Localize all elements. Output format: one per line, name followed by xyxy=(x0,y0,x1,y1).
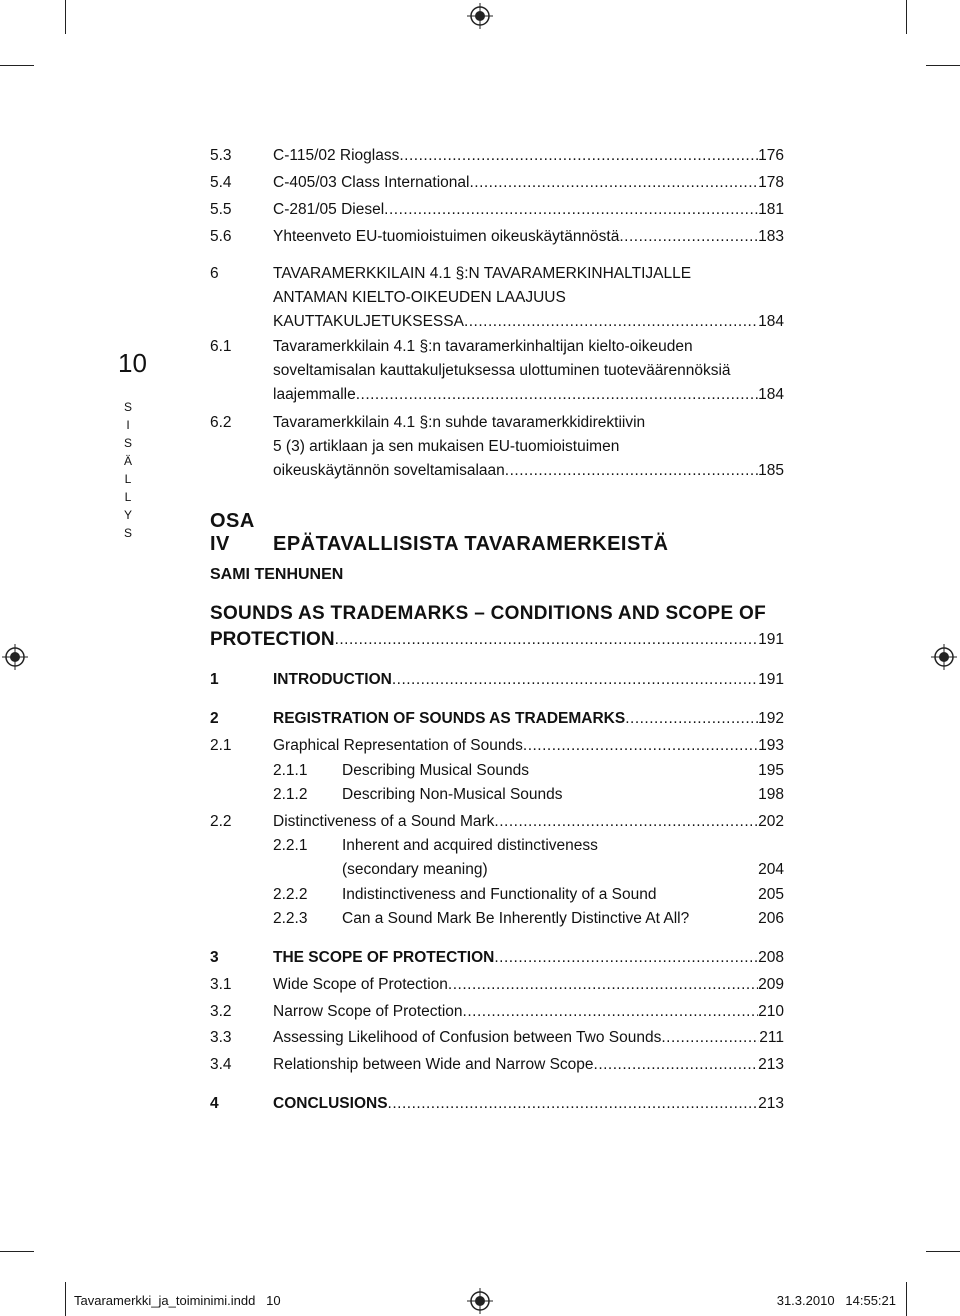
toc-title: Narrow Scope of Protection xyxy=(273,1003,463,1020)
toc-page: 191 xyxy=(758,631,784,648)
toc-entry-line xyxy=(210,459,784,483)
toc-title: Tavaramerkkilain 4.1 §:n tavaramerkinhaltijan kielto-oikeuden xyxy=(273,338,693,355)
leader-dots xyxy=(356,383,758,407)
toc-entry-line xyxy=(210,359,784,383)
leader-dots xyxy=(392,668,758,692)
leader-dots xyxy=(335,628,759,652)
toc-entry xyxy=(210,973,784,997)
crop-mark xyxy=(65,1282,66,1316)
toc-page: 204 xyxy=(758,861,784,878)
toc-number: 5.3 xyxy=(210,147,232,164)
leader-dots xyxy=(661,1026,759,1050)
toc-entry xyxy=(210,171,784,195)
leader-dots xyxy=(464,310,758,334)
toc-entry xyxy=(210,1026,784,1050)
toc-title: C-281/05 Diesel xyxy=(273,201,385,218)
toc-entry xyxy=(210,1092,784,1116)
toc-title: INTRODUCTION xyxy=(273,671,392,688)
toc-title: Wide Scope of Protection xyxy=(273,976,448,993)
leader-dots xyxy=(494,946,758,970)
registration-mark-icon xyxy=(467,3,493,29)
toc-number: 2.2.3 xyxy=(273,910,308,927)
leader-dots xyxy=(463,1000,759,1024)
crop-mark xyxy=(65,0,66,34)
toc-number: 2.1.2 xyxy=(273,786,308,803)
article-title-line2: PROTECTION xyxy=(210,629,335,650)
toc-page: 213 xyxy=(758,1056,784,1073)
toc-page: 183 xyxy=(758,228,784,245)
toc-page: 202 xyxy=(758,813,784,830)
toc-title: Describing Non-Musical Sounds xyxy=(342,786,563,803)
part-title: EPÄTAVALLISISTA TAVARAMERKEISTÄ xyxy=(273,533,669,555)
toc-page: 195 xyxy=(758,762,784,779)
crop-mark xyxy=(906,0,907,34)
toc-number: 1 xyxy=(210,671,219,688)
toc-entry xyxy=(210,734,784,758)
toc-title: Describing Musical Sounds xyxy=(342,762,529,779)
toc-number: 5.6 xyxy=(210,228,232,245)
toc-number: 2.2.1 xyxy=(273,837,308,854)
toc-page: 205 xyxy=(758,886,784,903)
toc-page: 191 xyxy=(758,671,784,688)
toc-page: 184 xyxy=(758,386,784,403)
toc-title: C-115/02 Rioglass xyxy=(273,147,400,164)
leader-dots xyxy=(523,734,758,758)
toc-title: Inherent and acquired distinctiveness xyxy=(342,837,598,854)
toc-number: 3 xyxy=(210,949,219,966)
toc-page: 181 xyxy=(758,201,784,218)
page-number: 10 xyxy=(118,348,147,378)
toc-title: REGISTRATION OF SOUNDS AS TRADEMARKS xyxy=(273,710,626,727)
article-title-row xyxy=(210,628,784,652)
toc-title: KAUTTAKULJETUKSESSA xyxy=(273,313,464,330)
toc-page: 193 xyxy=(758,737,784,754)
toc-entry xyxy=(210,411,784,435)
toc-entry-line xyxy=(210,383,784,407)
toc-entry xyxy=(210,198,784,222)
toc-title: ANTAMAN KIELTO-OIKEUDEN LAAJUUS xyxy=(273,289,566,306)
toc-page: 198 xyxy=(758,786,784,803)
crop-mark xyxy=(0,65,34,66)
toc-title: THE SCOPE OF PROTECTION xyxy=(273,949,495,966)
toc-number: 3.3 xyxy=(210,1029,232,1046)
toc-number: 2 xyxy=(210,710,219,727)
leader-dots xyxy=(594,1053,759,1077)
article-title-line1: SOUNDS AS TRADEMARKS – CONDITIONS AND SCOPE OF xyxy=(210,603,767,624)
toc-title: Can a Sound Mark Be Inherently Distinctive At All? xyxy=(342,910,690,927)
toc-title: oikeuskäytännön soveltamisalaan xyxy=(273,462,505,479)
toc-number: 3.2 xyxy=(210,1003,232,1020)
leader-dots xyxy=(625,707,758,731)
toc-title: CONCLUSIONS xyxy=(273,1095,388,1112)
toc-number: 6 xyxy=(210,265,219,282)
toc-number: 2.2.2 xyxy=(273,886,308,903)
toc-entry xyxy=(210,810,784,834)
footer-filename: Tavaramerkki_ja_toiminimi.indd 10 xyxy=(74,1293,281,1308)
toc-entry-line xyxy=(210,435,784,459)
toc-entry xyxy=(210,1000,784,1024)
toc-entry xyxy=(210,883,784,907)
toc-number: 3.4 xyxy=(210,1056,232,1073)
toc-number: 4 xyxy=(210,1095,219,1112)
toc-entry xyxy=(210,1053,784,1077)
section-label: SISÄLLYS xyxy=(121,400,135,544)
leader-dots xyxy=(448,973,758,997)
crop-mark xyxy=(906,1282,907,1316)
toc-number: 2.1.1 xyxy=(273,762,308,779)
toc-entry xyxy=(210,707,784,731)
toc-page: 211 xyxy=(759,1029,784,1046)
leader-dots xyxy=(494,810,758,834)
toc-page: 210 xyxy=(758,1003,784,1020)
leader-dots xyxy=(388,1092,759,1116)
registration-mark-icon xyxy=(2,644,28,670)
toc-title: Relationship between Wide and Narrow Scope xyxy=(273,1056,594,1073)
toc-chapter xyxy=(210,262,784,286)
toc-number: 2.1 xyxy=(210,737,232,754)
toc-entry xyxy=(210,668,784,692)
toc-title: Graphical Representation of Sounds xyxy=(273,737,523,754)
crop-mark xyxy=(0,1251,34,1252)
toc-entry xyxy=(210,783,784,807)
toc-title: TAVARAMERKKILAIN 4.1 §:N TAVARAMERKINHALTIJALLE xyxy=(273,265,692,282)
toc-title: laajemmalle xyxy=(273,386,356,403)
toc-title: Assessing Likelihood of Confusion between Two Sounds xyxy=(273,1029,662,1046)
toc-number: 5.4 xyxy=(210,174,232,191)
toc-page: 208 xyxy=(758,949,784,966)
leader-dots xyxy=(619,225,758,249)
toc-number: 2.2 xyxy=(210,813,232,830)
toc-number: 6.1 xyxy=(210,338,232,355)
toc-page: 176 xyxy=(758,147,784,164)
toc-entry xyxy=(210,335,784,359)
toc-page: 206 xyxy=(758,910,784,927)
author-name: SAMI TENHUNEN xyxy=(210,566,344,583)
toc-entry xyxy=(210,946,784,970)
toc-page: 184 xyxy=(758,313,784,330)
toc-title: Indistinctiveness and Functionality of a Sound xyxy=(342,886,657,903)
toc-entry-line xyxy=(210,858,784,882)
toc-entry xyxy=(210,907,784,931)
crop-mark xyxy=(926,1251,960,1252)
toc-title: Yhteenveto EU-tuomioistuimen oikeuskäytännöstä xyxy=(273,228,620,245)
toc-number: 6.2 xyxy=(210,414,232,431)
toc-title: C-405/03 Class International xyxy=(273,174,470,191)
toc-chapter-line xyxy=(210,310,784,334)
leader-dots xyxy=(399,144,758,168)
part-number: OSA IV xyxy=(210,510,255,555)
leader-dots xyxy=(505,459,758,483)
toc-page: 213 xyxy=(758,1095,784,1112)
toc-entry xyxy=(210,834,784,858)
registration-mark-icon xyxy=(931,644,957,670)
toc-title: 5 (3) artiklaan ja sen mukaisen EU-tuomioistuimen xyxy=(273,438,620,455)
toc-entry xyxy=(210,225,784,249)
toc-page: 209 xyxy=(758,976,784,993)
toc-entry xyxy=(210,759,784,783)
toc-title: (secondary meaning) xyxy=(342,861,488,878)
toc-page: 192 xyxy=(758,710,784,727)
leader-dots xyxy=(384,198,758,222)
toc-title: Distinctiveness of a Sound Mark xyxy=(273,813,495,830)
leader-dots xyxy=(469,171,758,195)
toc-page: 178 xyxy=(758,174,784,191)
toc-title: soveltamisalan kauttakuljetuksessa ulottuminen tuoteväärennöksiä xyxy=(273,362,731,379)
toc-entry xyxy=(210,144,784,168)
toc-page: 185 xyxy=(758,462,784,479)
footer-timestamp: 31.3.2010 14:55:21 xyxy=(776,1293,896,1308)
toc-number: 3.1 xyxy=(210,976,232,993)
crop-mark xyxy=(926,65,960,66)
toc-title: Tavaramerkkilain 4.1 §:n suhde tavaramerkkidirektiivin xyxy=(273,414,646,431)
part-heading xyxy=(210,510,669,556)
toc-chapter-line xyxy=(210,286,784,310)
toc-number: 5.5 xyxy=(210,201,232,218)
registration-mark-icon xyxy=(467,1288,493,1314)
